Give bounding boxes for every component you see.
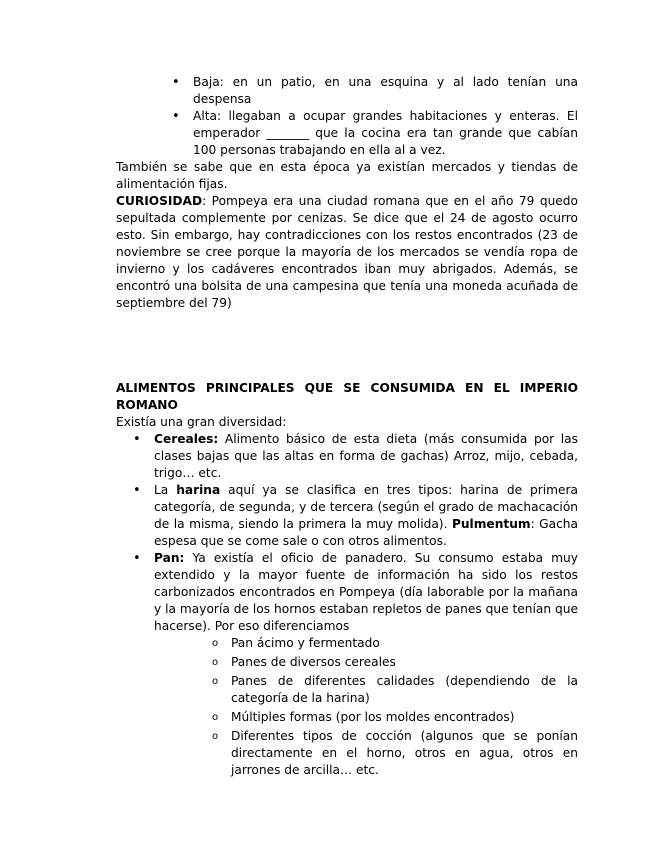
harina-label: harina (176, 483, 221, 497)
pan-label: Pan: (154, 551, 185, 565)
list-item: o Múltiples formas (por los moldes encontrados) (154, 709, 578, 726)
harina-text: aquí ya se clasifica en tres tipos: harina de primera categoría, de segunda, y de tercera (según el grado de machacación de la misma, siendo la primera la muy molida). (154, 483, 578, 531)
kitchen-list (116, 74, 578, 159)
curiosity-text: : Pompeya era una ciudad romana que en el año 79 quedo sepultada complemente por cenizas. Se dice que el 24 de agosto ocurro esto. Sin embargo, hay contradicciones con los restos encontrados (23 de noviembre se cree porque la mayoría de los mercados se vendía ropa de invierno y los cadáveres encontrados iban muy abrigados. Además, se encontró una bolsita de una campesina que tenía una moneda acuñada de septiembre del 79) (116, 194, 578, 310)
curiosity-paragraph (116, 193, 578, 312)
cereales-label: Cereales: (154, 432, 219, 446)
intro-text: Existía una gran diversidad: (116, 415, 287, 429)
bread-types-list (154, 635, 578, 779)
list-item: • Alta: llegaban a ocupar grandes habitaciones y enteras. El emperador _______ que la cocina era tan grande que cabían 100 personas trabajando en ella al a vez. (116, 108, 578, 159)
document-page (116, 74, 578, 781)
list-item-pan (116, 550, 578, 779)
food-list (116, 431, 578, 779)
harina-pre: La (154, 483, 177, 497)
list-item-harina (116, 482, 578, 550)
list-item: o Panes de diversos cereales (154, 654, 578, 671)
pulmentum-label: Pulmentum (451, 517, 531, 531)
list-item: o Panes de diferentes calidades (dependiendo de la categoría de la harina) (154, 673, 578, 707)
markets-paragraph: También se sabe que en esta época ya existían mercados y tiendas de alimentación fijas. (116, 160, 578, 191)
list-item-cereales (116, 431, 578, 482)
spacer (116, 312, 578, 380)
pan-text: Ya existía el oficio de panadero. Su consumo estaba muy extendido y la mayor fuente de información ha sido los restos carbonizados encontrados en Pompeya (día laborable por la mañana y la mayoría de los hornos estaban repletos de panes que tenían que hacerse). Por eso diferenciamos (154, 551, 578, 633)
cereales-text: Alimento básico de esta dieta (más consumida por las clases bajas que las altas en forma de gachas) Arroz, mijo, cebada, trigo… etc. (154, 432, 578, 480)
curiosity-label: CURIOSIDAD (116, 194, 203, 208)
list-item: o Diferentes tipos de cocción (algunos que se ponían directamente en el horno, otros en agua, otros en jarrones de arcilla… etc. (154, 728, 578, 779)
section-heading: ALIMENTOS PRINCIPALES QUE SE CONSUMIDA EN EL IMPERIO ROMANO (116, 381, 578, 412)
list-item: o Pan ácimo y fermentado (154, 635, 578, 652)
pulmentum-text: : Gacha espesa que se come sale o con otros alimentos. (154, 517, 578, 548)
list-item: • Baja: en un patio, en una esquina y al lado tenían una despensa (116, 74, 578, 108)
